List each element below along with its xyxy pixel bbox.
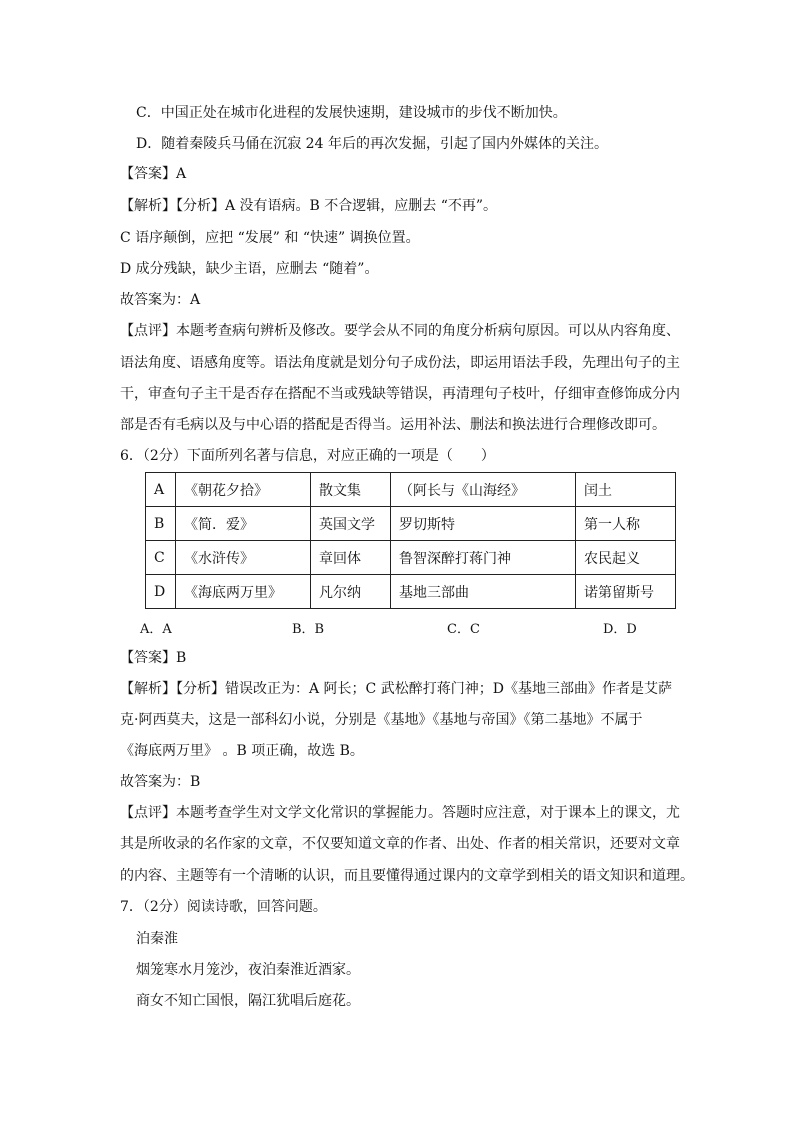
table-cell: 英国文学	[311, 507, 391, 541]
table-cell: 农民起义	[576, 541, 676, 575]
q5-analysis-c: C 语序颠倒，应把 “发展” 和 “快速” 调换位置。	[120, 230, 420, 246]
table-cell: 诺第留斯号	[576, 575, 676, 609]
table-cell: 罗切斯特	[391, 507, 576, 541]
q6-comment-line-1: 【点评】本题考查学生对文学文化常识的掌握能力。答题时应注意，对于课本上的课文，尤	[120, 805, 680, 821]
q6-answer: 【答案】B	[120, 650, 187, 666]
q5-analysis: 【解析】【分析】A 没有语病。B 不合逻辑，应删去 “不再”。	[120, 198, 498, 214]
table-row	[146, 507, 676, 541]
q7-poem-title: 泊秦淮	[136, 931, 178, 947]
q7-stem: 7．（2分）阅读诗歌，回答问题。	[120, 899, 327, 915]
q5-comment-line-2: 语法角度、语感角度等。语法角度就是划分句子成份法，即运用语法手段，先理出句子的主	[120, 355, 680, 371]
q5-comment-line-1: 【点评】本题考查病句辨析及修改。要学会从不同的角度分析病句原因。可以从内容角度、	[120, 323, 680, 339]
table-row	[146, 575, 676, 609]
table-cell: 闰土	[576, 473, 676, 507]
table-cell: 散文集	[311, 473, 391, 507]
table-cell: 基地三部曲	[391, 575, 576, 609]
table-cell: （阿长与《山海经》	[391, 473, 576, 507]
q6-analysis-line-3: 《海底两万里》 。B 项正确，故选 B。	[120, 743, 364, 759]
q6-comment-line-2: 其是所收录的名作家的文章，不仅要知道文章的作者、出处、作者的相关常识，还要对文章	[120, 836, 680, 852]
q6-table	[145, 472, 676, 609]
table-cell: 《水浒传》	[176, 541, 311, 575]
q5-comment-line-3: 干，审查句子主干是否存在搭配不当或残缺等错误，再清理句子枝叶，仔细审查修饰成分内	[120, 386, 680, 402]
q6-option-d: D．D	[603, 622, 637, 637]
table-cell: 《简．爱》	[176, 507, 311, 541]
table-cell: 第一人称	[576, 507, 676, 541]
q6-analysis-line-1: 【解析】【分析】错误改正为：A 阿长；C 武松醉打蒋门神；D《基地三部曲》作者是艾萨	[120, 681, 672, 697]
table-cell: 凡尔纳	[311, 575, 391, 609]
q6-option-c: C．C	[447, 622, 480, 637]
q5-comment-line-4: 部是否有毛病以及与中心语的搭配是否得当。运用补法、删法和换法进行合理修改即可。	[120, 417, 666, 433]
table-cell: 《海底两万里》	[176, 575, 311, 609]
q6-stem: 6．（2分）下面所列名著与信息，对应正确的一项是（ ）	[120, 448, 495, 464]
table-cell: 鲁智深醉打蒋门神	[391, 541, 576, 575]
q6-final-answer: 故答案为：B	[120, 774, 201, 790]
table-row	[146, 473, 676, 507]
table-cell: C	[146, 541, 176, 575]
q5-final-answer: 故答案为：A	[120, 292, 201, 308]
table-cell: B	[146, 507, 176, 541]
q5-answer: 【答案】A	[120, 166, 187, 182]
q6-options	[140, 618, 660, 638]
q5-option-c: C．中国正处在城市化进程的发展快速期，建设城市的步伐不断加快。	[136, 105, 567, 121]
table-cell: 章回体	[311, 541, 391, 575]
q5-analysis-d: D 成分残缺，缺少主语，应删去 “随着”。	[120, 261, 379, 277]
q6-analysis-line-2: 克·阿西莫夫，这是一部科幻小说，分别是《基地》《基地与帝国》《第二基地》不属于	[120, 712, 643, 728]
q7-poem-line-1: 烟笼寒水月笼沙，夜泊秦淮近酒家。	[136, 962, 360, 978]
table-cell: 《朝花夕拾》	[176, 473, 311, 507]
q6-option-b: B．B	[292, 622, 325, 637]
q6-option-a: A．A	[140, 622, 172, 637]
table-cell: D	[146, 575, 176, 609]
q5-option-d: D．随着秦陵兵马俑在沉寂 24 年后的再次发掘，引起了国内外媒体的关注。	[136, 136, 608, 152]
q7-poem-line-2: 商女不知亡国恨，隔江犹唱后庭花。	[136, 993, 360, 1009]
table-row	[146, 541, 676, 575]
q6-comment-line-3: 的内容、主题等有一个清晰的认识，而且要懂得通过课内的文章学到相关的语文知识和道理。	[120, 868, 694, 884]
table-cell: A	[146, 473, 176, 507]
